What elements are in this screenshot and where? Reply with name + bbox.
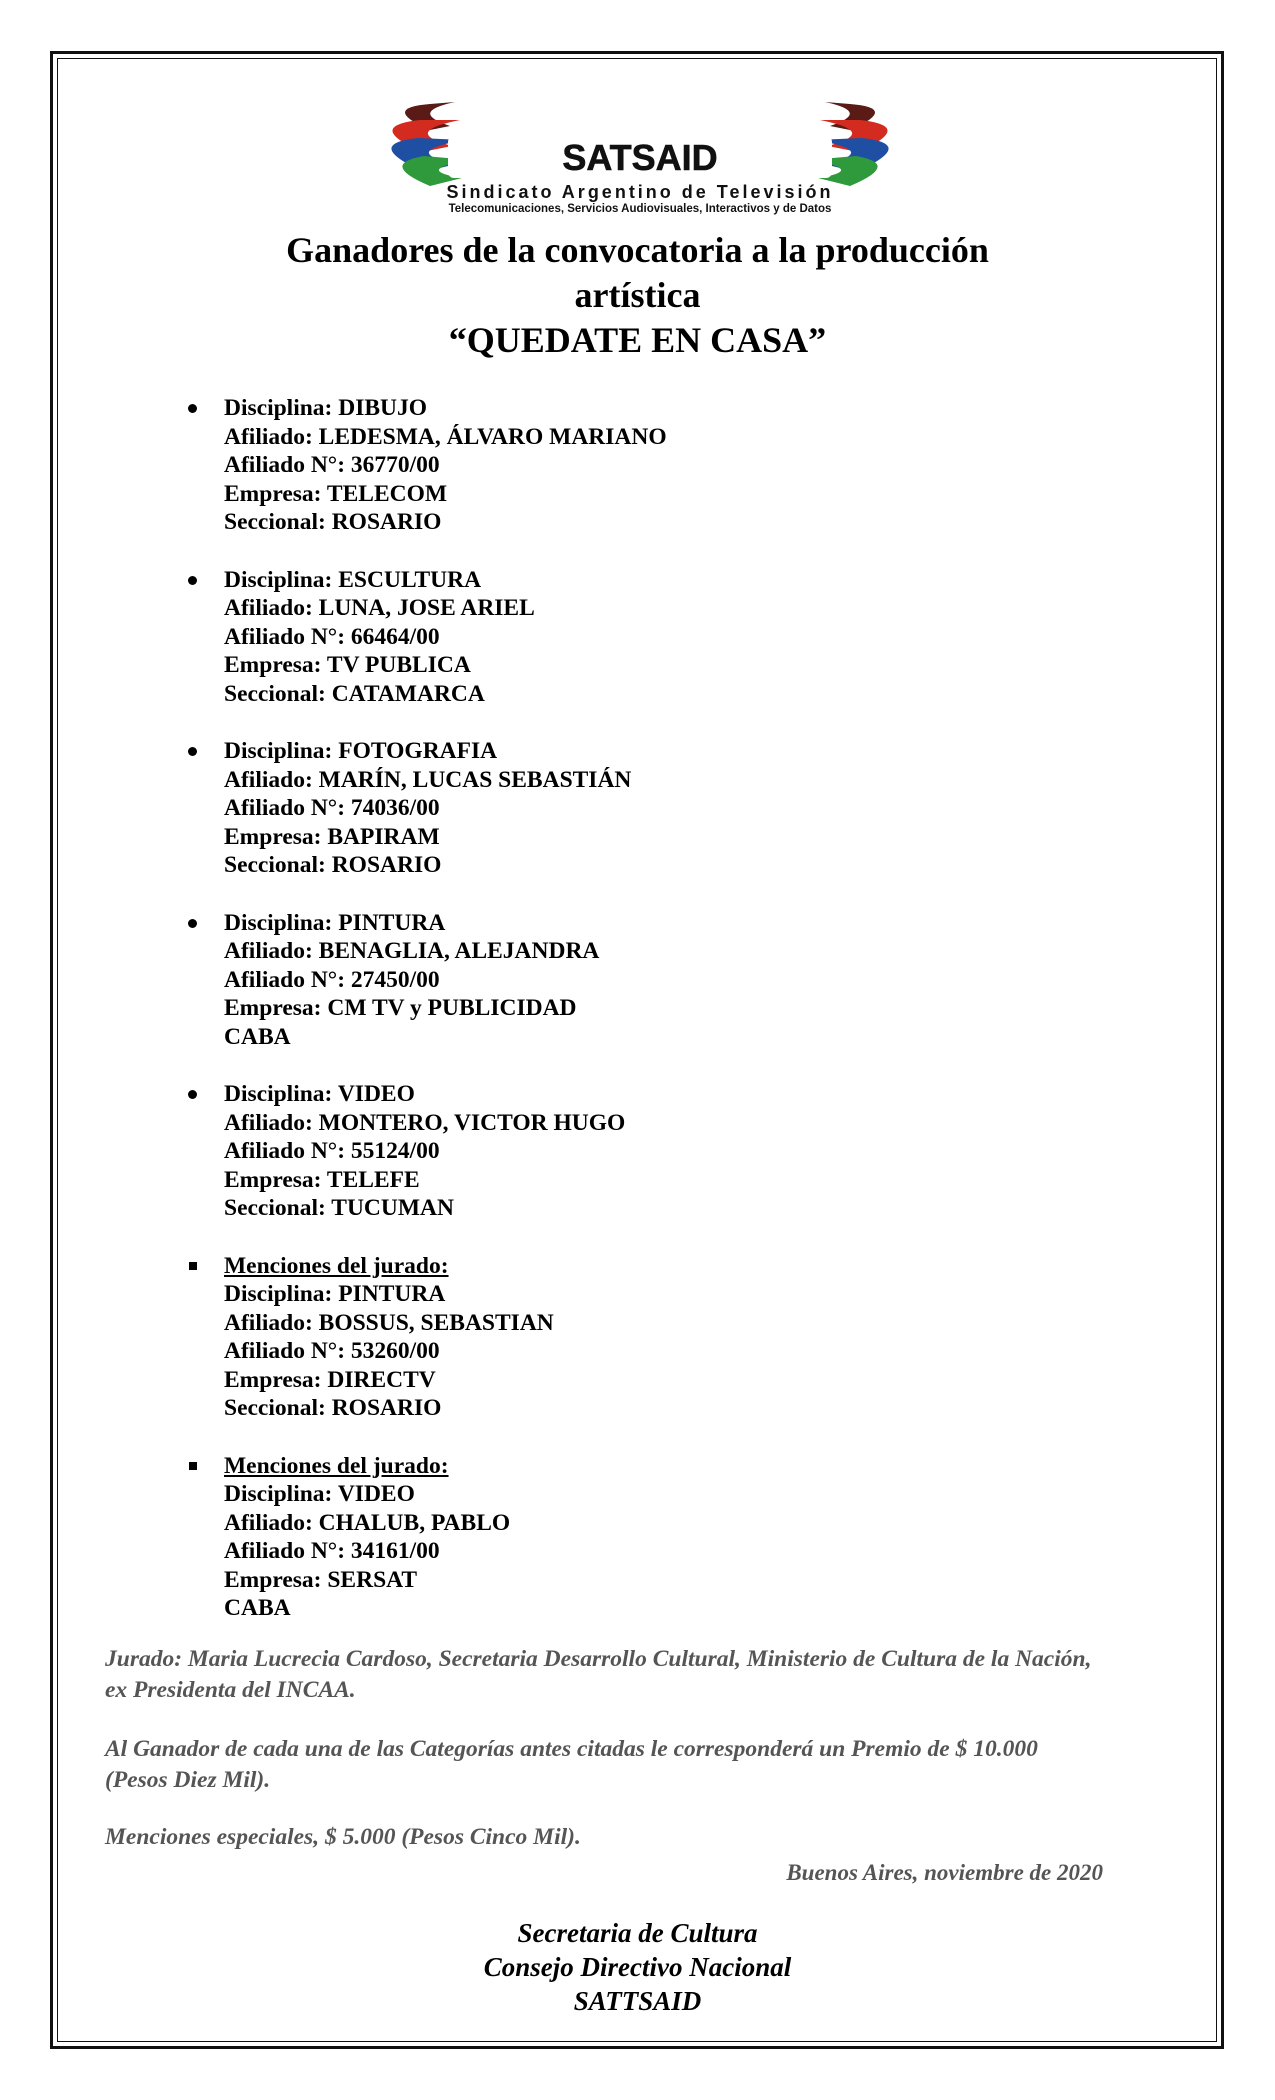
document-date: Buenos Aires, noviembre de 2020 — [786, 1860, 1103, 1885]
entry-empresa: Empresa: CM TV y PUBLICIDAD — [224, 995, 577, 1021]
bullet-square-icon — [189, 1262, 197, 1270]
winner-entry — [180, 394, 1080, 537]
entry-empresa: Empresa: BAPIRAM — [224, 823, 440, 850]
entry-disciplina: Disciplina: ESCULTURA — [224, 566, 482, 593]
winner-entry — [180, 737, 1080, 880]
entry-empresa: Empresa: TV PUBLICA — [224, 652, 471, 678]
satsaid-logo — [360, 86, 920, 216]
entry-disciplina: Disciplina: VIDEO — [224, 1481, 415, 1507]
entry-seccional: CABA — [224, 1023, 291, 1050]
title-line-2: artística — [574, 275, 701, 315]
entry-afiliado: Afiliado: LUNA, JOSE ARIEL — [224, 595, 535, 621]
premio-paragraph: Al Ganador de cada una de las Categorías antes citadas le corresponderá un Premio de $ 10.000 (Pesos Diez Mil). — [105, 1736, 1038, 1793]
entry-seccional: Seccional: CATAMARCA — [224, 680, 485, 707]
entry-afiliado-numero: Afiliado N°: 74036/00 — [224, 795, 440, 821]
entry-afiliado-numero: Afiliado N°: 27450/00 — [224, 966, 440, 993]
entry-disciplina: Disciplina: PINTURA — [224, 909, 446, 936]
signature-line-2: Consejo Directivo Nacional — [483, 1952, 792, 1982]
mention-entry — [180, 1452, 1080, 1623]
entry-afiliado-numero: Afiliado N°: 36770/00 — [224, 452, 440, 478]
entry-seccional: Seccional: ROSARIO — [224, 852, 442, 878]
entry-seccional: Seccional: ROSARIO — [224, 509, 442, 535]
entry-afiliado: Afiliado: CHALUB, PABLO — [224, 1509, 511, 1536]
title-line-3: “QUEDATE EN CASA” — [448, 320, 827, 360]
entry-empresa: Empresa: TELECOM — [224, 480, 448, 507]
title-line-1: Ganadores de la convocatoria a la producción — [286, 230, 989, 270]
entry-disciplina: Disciplina: FOTOGRAFIA — [224, 738, 498, 764]
mention-entry — [180, 1252, 1080, 1423]
entry-afiliado: Afiliado: BENAGLIA, ALEJANDRA — [224, 938, 600, 964]
entry-seccional: Seccional: ROSARIO — [224, 1395, 442, 1421]
menciones-paragraph: Menciones especiales, $ 5.000 (Pesos Cinco Mil). — [105, 1824, 581, 1850]
entry-afiliado-numero: Afiliado N°: 53260/00 — [224, 1338, 440, 1364]
winner-entry — [180, 909, 1080, 1052]
entry-disciplina: Disciplina: DIBUJO — [224, 395, 428, 421]
bullet-dot-icon — [188, 919, 197, 928]
bullet-dot-icon — [188, 576, 197, 585]
entry-afiliado-numero: Afiliado N°: 66464/00 — [224, 623, 440, 650]
entry-afiliado: Afiliado: BOSSUS, SEBASTIAN — [224, 1309, 554, 1336]
winner-entry — [180, 566, 1080, 709]
logo-tagline: Telecomunicaciones, Servicios Audiovisuales, Interactivos y de Datos — [448, 203, 832, 215]
mention-heading: Menciones del jurado: — [224, 1252, 449, 1279]
entry-disciplina: Disciplina: PINTURA — [224, 1281, 446, 1307]
entry-empresa: Empresa: DIRECTV — [224, 1366, 436, 1393]
entry-empresa: Empresa: SERSAT — [224, 1566, 418, 1593]
bullet-square-icon — [189, 1462, 197, 1470]
logo-name: SATSAID — [562, 137, 718, 178]
signature-line-1: Secretaria de Cultura — [517, 1918, 758, 1948]
bullet-dot-icon — [188, 747, 197, 756]
entry-afiliado: Afiliado: MARÍN, LUCAS SEBASTIÁN — [224, 766, 632, 793]
winners-list — [180, 394, 1080, 1652]
entry-seccional: CABA — [224, 1595, 291, 1621]
entry-disciplina: Disciplina: VIDEO — [224, 1081, 415, 1107]
entry-afiliado-numero: Afiliado N°: 55124/00 — [224, 1138, 440, 1164]
jurado-paragraph: Jurado: Maria Lucrecia Cardoso, Secretaria Desarrollo Cultural, Ministerio de Cultura de la Nación, ex Presidenta del INCAA. — [105, 1646, 1092, 1703]
entry-afiliado-numero: Afiliado N°: 34161/00 — [224, 1538, 440, 1564]
winner-entry — [180, 1080, 1080, 1223]
entry-empresa: Empresa: TELEFE — [224, 1166, 420, 1193]
entry-seccional: Seccional: TUCUMAN — [224, 1195, 454, 1221]
entry-afiliado: Afiliado: MONTERO, VICTOR HUGO — [224, 1109, 626, 1136]
signature-block — [140, 1916, 1135, 2018]
signature-line-3: SATTSAID — [573, 1986, 702, 2016]
bullet-dot-icon — [188, 404, 197, 413]
page-title — [140, 228, 1135, 363]
bullet-dot-icon — [188, 1090, 197, 1099]
entry-afiliado: Afiliado: LEDESMA, ÁLVARO MARIANO — [224, 423, 667, 450]
mention-heading: Menciones del jurado: — [224, 1452, 449, 1479]
logo-subtitle: Sindicato Argentino de Televisión — [446, 182, 834, 202]
